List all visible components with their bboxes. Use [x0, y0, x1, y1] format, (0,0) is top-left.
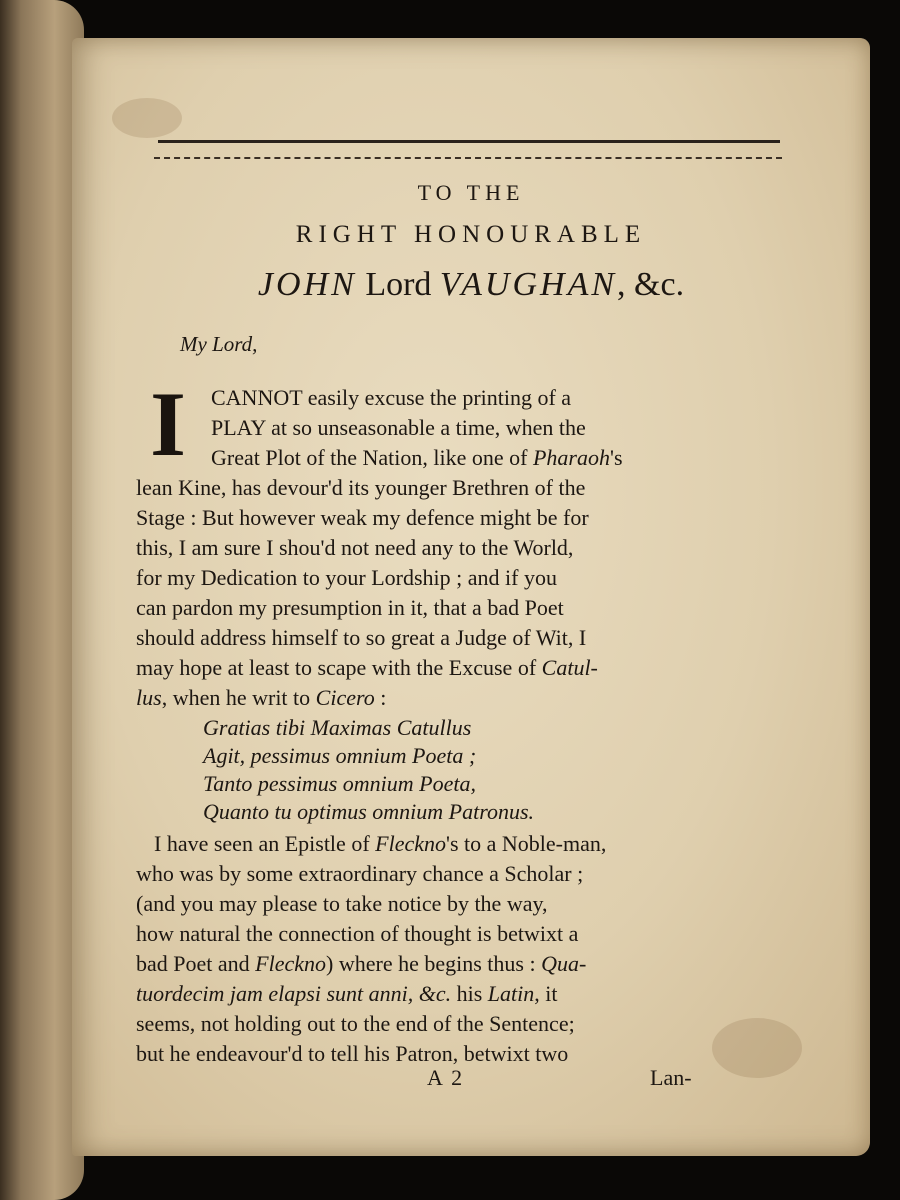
text-segment: Great Plot of the Nation, like one of — [211, 445, 533, 470]
text-segment: Cicero — [315, 685, 375, 710]
text-segment: Qua- — [541, 951, 587, 976]
text-segment: who was by some extraordinary chance a Scholar ; — [136, 861, 584, 886]
text-segment: his — [451, 981, 488, 1006]
verse-line — [203, 798, 534, 826]
paper-stain — [112, 98, 182, 138]
text-segment: seems, not holding out to the end of the Sentence; — [136, 1011, 575, 1036]
dedicatee-surname: VAUGHAN — [439, 266, 618, 303]
text-segment: for my Dedication to your Lordship ; and if you — [136, 565, 557, 590]
text-segment: but he endeavour'd to tell his Patron, betwixt two — [136, 1041, 569, 1066]
text-segment: (and you may please to take notice by the way, — [136, 891, 548, 916]
text-segment: Latin — [487, 981, 535, 1006]
text-segment: ) where he begins thus : — [326, 951, 542, 976]
text-segment: , it — [534, 981, 558, 1006]
text-segment: bad Poet and — [136, 951, 256, 976]
text-segment: 's — [609, 445, 623, 470]
text-segment: Fleckno — [255, 951, 327, 976]
lines2-line — [136, 950, 586, 978]
text-segment: lean Kine, has devour'd its younger Brethren of the — [136, 475, 586, 500]
lines-line — [136, 684, 386, 712]
text-segment: Gratias tibi Maximas — [203, 715, 397, 740]
ornamental-rule — [158, 140, 780, 143]
lines2-line — [136, 860, 583, 888]
text-segment: , when he writ to — [161, 685, 316, 710]
heading-right-honourable: RIGHT HONOURABLE — [295, 221, 647, 248]
heading-dedicatee — [72, 266, 870, 304]
heading-to-the: TO THE — [417, 180, 525, 205]
lines-line — [211, 444, 623, 472]
text-segment: Quanto tu optimus omnium Patronus. — [203, 799, 535, 824]
verse-line — [203, 742, 476, 770]
salutation: My Lord, — [180, 332, 258, 356]
lines2-line — [154, 830, 606, 858]
signature-mark: A 2 — [427, 1065, 465, 1090]
text-segment: this, I am sure I shou'd not need any to the World, — [136, 535, 574, 560]
lines-line — [211, 384, 571, 412]
text-segment: tuordecim jam elapsi sunt anni, &c. — [136, 981, 452, 1006]
text-segment: : — [374, 685, 387, 710]
drop-cap-initial: I — [150, 373, 186, 475]
lines-line — [136, 504, 589, 532]
text-segment: should address himself to so great a Judge of Wit, I — [136, 625, 587, 650]
lines-line — [211, 414, 586, 442]
lines-line — [136, 564, 557, 592]
text-segment: Fleckno — [375, 831, 446, 856]
text-segment: Pharaoh — [532, 445, 610, 470]
dedicatee-tail: , &c. — [617, 266, 685, 303]
lines2-line — [136, 1010, 575, 1038]
lines-line — [136, 624, 586, 652]
text-segment: PLAY at so unseasonable a time, when the — [211, 415, 586, 440]
lines-line — [136, 654, 598, 682]
lines-line — [136, 474, 585, 502]
text-segment: Catul- — [541, 655, 598, 680]
catchword: Lan- — [650, 1065, 692, 1090]
text-segment: how natural the connection of thought is betwixt a — [136, 921, 579, 946]
dedicatee-title: Lord — [365, 266, 432, 303]
text-segment: , — [470, 771, 476, 796]
lines2-line — [136, 980, 558, 1008]
text-segment: may hope at least to scape with the Excuse of — [136, 655, 542, 680]
paper-stain — [712, 1018, 802, 1078]
book-page — [72, 38, 870, 1156]
lines2-line — [136, 890, 548, 918]
text-segment: Stage : But however weak my defence might be for — [136, 505, 589, 530]
lines-line — [136, 594, 564, 622]
text-segment: Agit, pessimus omnium Poeta — [203, 743, 464, 768]
lines-line — [136, 534, 573, 562]
text-segment: I have seen an Epistle of — [154, 831, 376, 856]
dedicatee-first-name: JOHN — [257, 266, 357, 303]
text-segment: 's to a Noble-man, — [446, 831, 607, 856]
text-segment: CANNOT easily excuse the printing of a — [211, 385, 572, 410]
text-segment: lus — [136, 685, 162, 710]
verse-line — [203, 770, 476, 798]
dotted-rule — [154, 157, 782, 159]
lines2-line — [136, 920, 578, 948]
text-segment: Catullus — [396, 715, 472, 740]
text-segment: ; — [463, 743, 477, 768]
text-segment: can pardon my presumption in it, that a bad Poet — [136, 595, 564, 620]
lines2-line — [136, 1040, 568, 1068]
text-segment: Tanto pessimus omnium Poeta — [203, 771, 471, 796]
verse-line — [203, 714, 471, 742]
